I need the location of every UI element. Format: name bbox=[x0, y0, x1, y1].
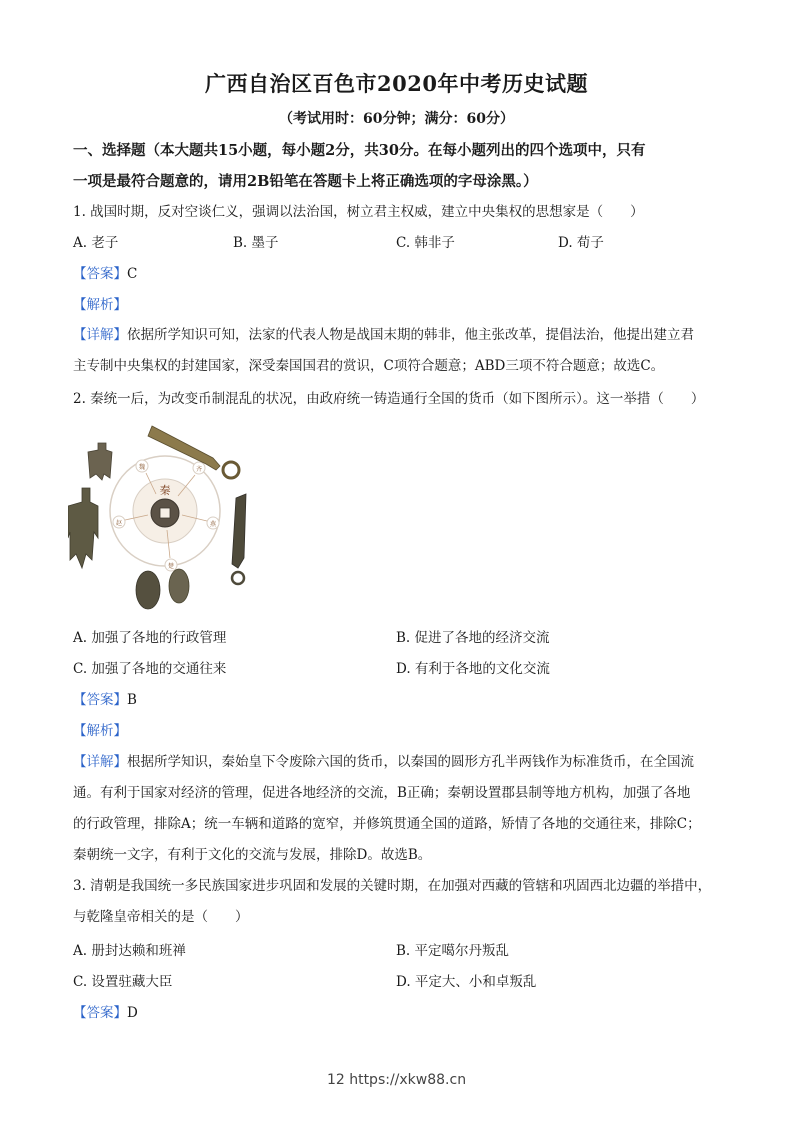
q1-option-b: B. 墨子 bbox=[233, 235, 279, 251]
state-node bbox=[113, 516, 125, 528]
page-footer: 12 https://xkw88.cn bbox=[326, 1072, 467, 1088]
currency-unification-figure bbox=[68, 418, 258, 616]
state-node bbox=[193, 462, 205, 474]
q1-option-c: C. 韩非子 bbox=[396, 235, 455, 251]
q1-analysis bbox=[73, 295, 723, 315]
center-state-label: 秦 bbox=[159, 484, 171, 497]
q1-option-d: D. 荀子 bbox=[558, 235, 604, 251]
spade-coin-small bbox=[88, 443, 112, 480]
answer-tag: 【答案】 bbox=[73, 1005, 127, 1021]
detail-tag: 【详解】 bbox=[73, 754, 127, 770]
q2-option-a: A. 加强了各地的行政管理 bbox=[73, 630, 227, 646]
exam-info: （考试用时：60分钟；满分：60分） bbox=[279, 111, 514, 127]
state-node bbox=[136, 460, 148, 472]
detail-tag: 【详解】 bbox=[73, 327, 127, 343]
state-node bbox=[165, 559, 177, 571]
q2-option-d: D. 有利于各地的文化交流 bbox=[396, 661, 550, 677]
svg-text:齐: 齐 bbox=[195, 466, 203, 473]
svg-text:楚: 楚 bbox=[167, 563, 175, 570]
detail-line: 秦朝统一文字，有利于文化的交流与发展，排除D。故选B。 bbox=[73, 847, 432, 863]
section-heading-line: 一、选择题（本大题共15小题，每小题2分，共30分。在每小题列出的四个选项中，只有 bbox=[73, 142, 646, 159]
q2-option-c: C. 加强了各地的交通往来 bbox=[73, 661, 227, 677]
q1-answer bbox=[73, 264, 723, 284]
q3-answer bbox=[73, 1003, 723, 1023]
answer-tag: 【答案】 bbox=[73, 266, 127, 282]
page-title: 广西自治区百色市2020年中考历史试题 bbox=[205, 71, 588, 96]
q3-option-b: B. 平定噶尔丹叛乱 bbox=[396, 943, 510, 959]
answer-value: D bbox=[127, 1005, 138, 1021]
q2-answer bbox=[73, 690, 723, 710]
knife-coin-qi bbox=[148, 426, 220, 470]
section-heading-line: 一项是最符合题意的，请用2B铅笔在答题卡上将正确选项的字母涂黑。） bbox=[73, 173, 538, 190]
q1-detail bbox=[73, 320, 723, 382]
svg-text:魏: 魏 bbox=[138, 464, 146, 471]
detail-line: 【详解】依据所学知识可知，法家的代表人物是战国末期的韩非，他主张改革，提倡法治，他提出建立君 bbox=[73, 327, 694, 343]
analysis-tag: 【解析】 bbox=[73, 297, 127, 313]
coin-diagram bbox=[68, 418, 258, 616]
q2-analysis bbox=[73, 721, 723, 741]
stem-line: 与乾隆皇帝相关的是（ ） bbox=[73, 909, 249, 925]
detail-line: 通。有利于国家对经济的管理，促进各地经济的交流，B正确；秦朝设置郡县制等地方机构，加强了各地 bbox=[73, 785, 691, 801]
q3-option-d: D. 平定大、小和卓叛乱 bbox=[396, 974, 537, 990]
q3-option-a: A. 册封达赖和班禅 bbox=[73, 943, 186, 959]
stem-line: 3. 清朝是我国统一多民族国家进步巩固和发展的关键时期，在加强对西藏的管辖和巩固西北边疆的举措中， bbox=[73, 878, 712, 894]
knife-coin-yan bbox=[232, 494, 246, 568]
section-heading bbox=[73, 135, 723, 197]
svg-text:赵: 赵 bbox=[115, 520, 123, 527]
answer-value: C bbox=[127, 266, 138, 282]
question-3-stem bbox=[73, 871, 723, 933]
q2-detail bbox=[73, 747, 723, 871]
state-node bbox=[207, 517, 219, 529]
answer-value: B bbox=[127, 692, 137, 708]
q2-option-b: B. 促进了各地的经济交流 bbox=[396, 630, 550, 646]
q1-option-a: A. 老子 bbox=[73, 235, 119, 251]
detail-line: 主专制中央集权的封建国家，深受秦国国君的赏识，C项符合题意；ABD三项不符合题意；故选C。 bbox=[73, 358, 665, 374]
detail-line: 【详解】根据所学知识，秦始皇下令废除六国的货币，以秦国的圆形方孔半两钱作为标准货币，在全国流 bbox=[73, 754, 694, 770]
question-2-stem: 2. 秦统一后，为改变币制混乱的状况，由政府统一铸造通行全国的货币（如下图所示）。这一举措（ ） bbox=[73, 391, 705, 407]
q3-option-c: C. 设置驻藏大臣 bbox=[73, 974, 173, 990]
analysis-tag: 【解析】 bbox=[73, 723, 127, 739]
answer-tag: 【答案】 bbox=[73, 692, 127, 708]
spade-coin-zhao bbox=[68, 488, 98, 568]
ant-nose-coin bbox=[136, 571, 160, 609]
ant-nose-coin bbox=[169, 569, 189, 603]
question-1-stem: 1. 战国时期，反对空谈仁义，强调以法治国，树立君主权威，建立中央集权的思想家是（ ） bbox=[73, 204, 644, 220]
svg-text:燕: 燕 bbox=[209, 521, 217, 528]
detail-line: 的行政管理，排除A；统一车辆和道路的宽窄，并修筑贯通全国的道路，矫情了各地的交通往来，排除C； bbox=[73, 816, 701, 832]
